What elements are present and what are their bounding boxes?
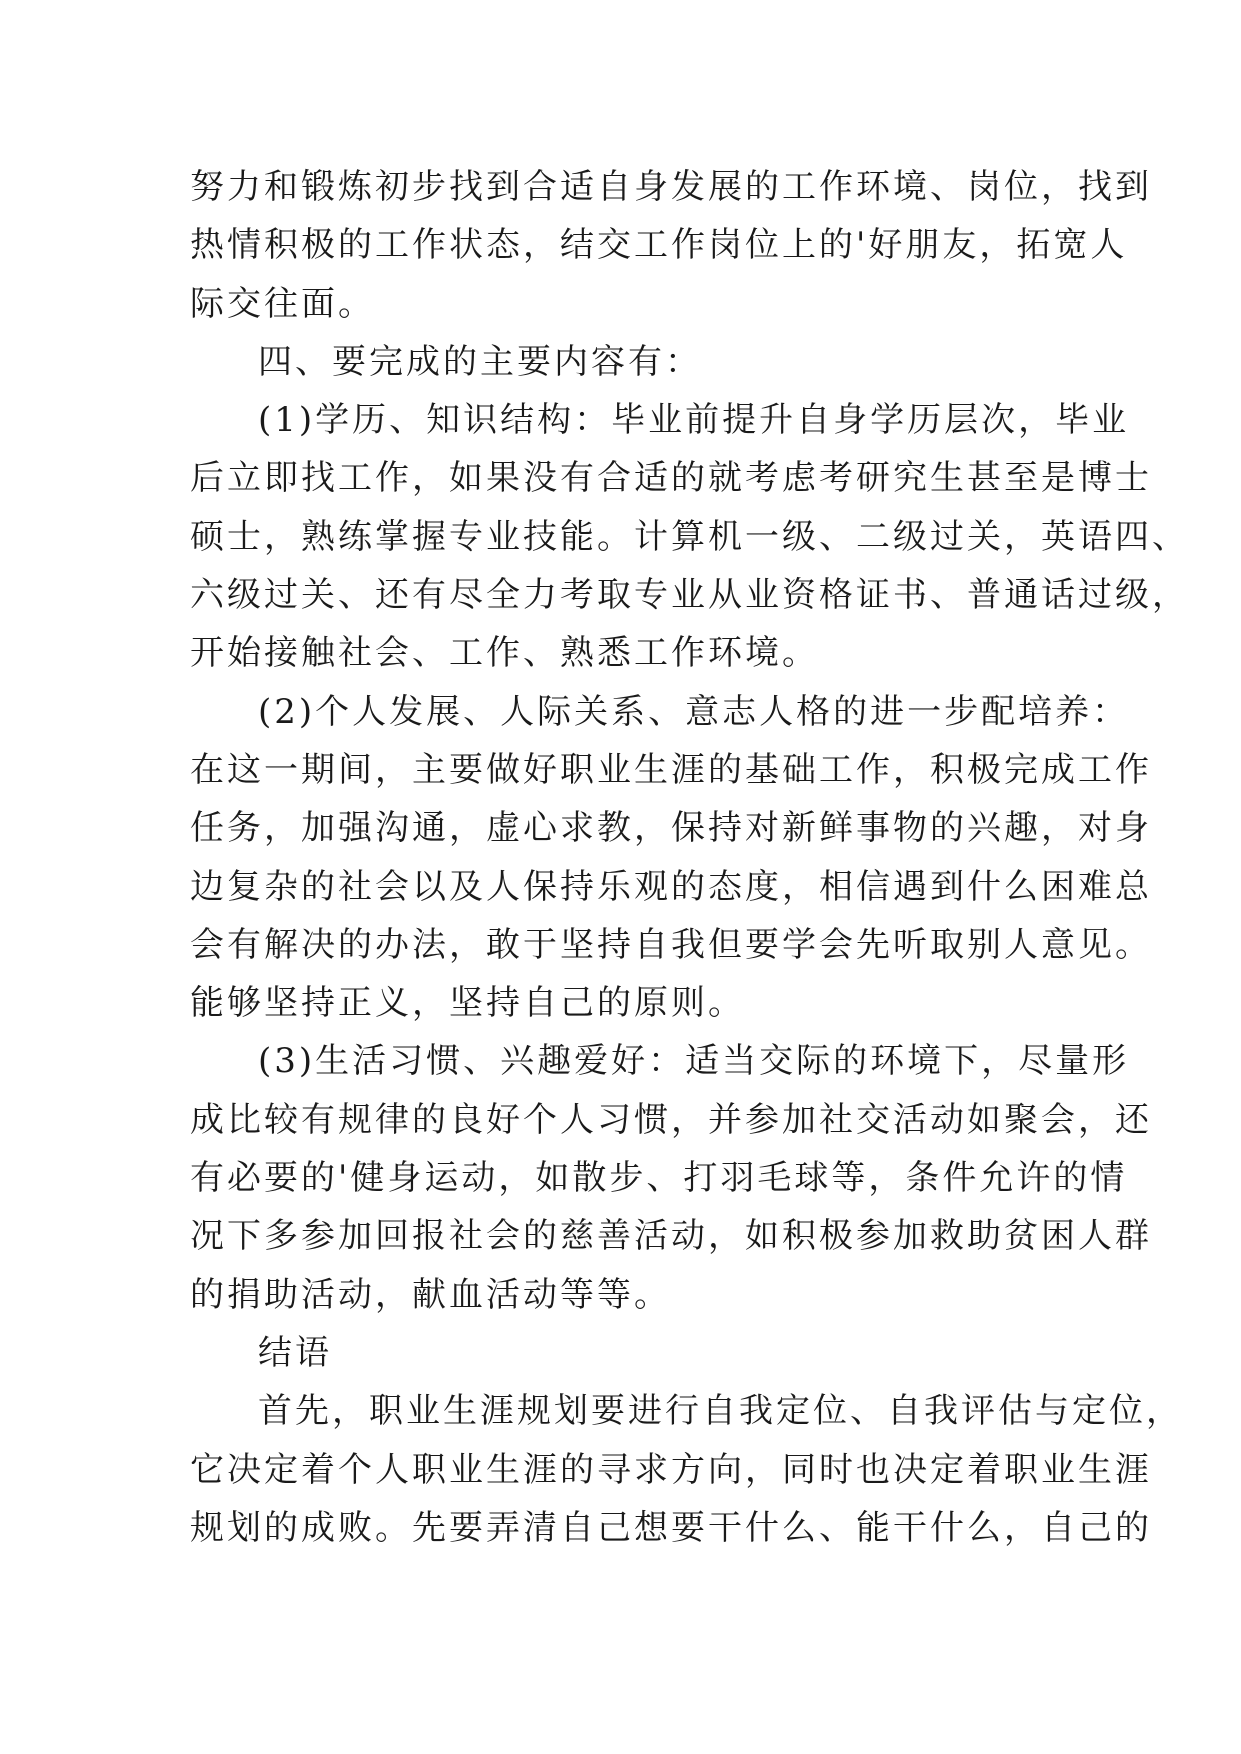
document-body — [190, 158, 1189, 1557]
text-line: 在这一期间，主要做好职业生涯的基础工作，积极完成工作 — [190, 749, 1152, 790]
text-line: 规划的成败。先要弄清自己想要干什么、能干什么，自己的 — [190, 1507, 1152, 1548]
text-line: (3)生活习惯、兴趣爱好：适当交际的环境下，尽量形 — [258, 1041, 1130, 1082]
text-line: 成比较有规律的良好个人习惯，并参加社交活动如聚会，还 — [190, 1099, 1152, 1140]
text-line: 热情积极的工作状态，结交工作岗位上的'好朋友，拓宽人 — [190, 225, 1128, 266]
text-line: 况下多参加回报社会的慈善活动，如积极参加救助贫困人群 — [190, 1216, 1152, 1257]
text-line: 努力和锻炼初步找到合适自身发展的工作环境、岗位，找到 — [190, 167, 1152, 207]
text-line: 边复杂的社会以及人保持乐观的态度，相信遇到什么困难总 — [190, 866, 1152, 907]
section-heading: 结语 — [258, 1332, 332, 1373]
text-line: 的捐助活动，献血活动等等。 — [190, 1274, 671, 1315]
text-line: 六级过关、还有尽全力考取专业从业资格证书、普通话过级， — [190, 575, 1189, 616]
text-line: (2)个人发展、人际关系、意志人格的进一步配培养： — [258, 691, 1130, 732]
text-line: 它决定着个人职业生涯的寻求方向，同时也决定着职业生涯 — [190, 1449, 1152, 1490]
text-line: 后立即找工作，如果没有合适的就考虑考研究生甚至是博士 — [190, 458, 1152, 499]
text-line: 能够坚持正义，坚持自己的原则。 — [190, 983, 745, 1024]
text-line: 有必要的'健身运动，如散步、打羽毛球等，条件允许的情 — [190, 1158, 1128, 1199]
text-line: 任务，加强沟通，虚心求教，保持对新鲜事物的兴趣，对身 — [190, 808, 1152, 849]
text-line: 开始接触社会、工作、熟悉工作环境。 — [190, 633, 819, 674]
text-line: 首先，职业生涯规划要进行自我定位、自我评估与定位， — [258, 1391, 1183, 1432]
text-line: 硕士，熟练掌握专业技能。计算机一级、二级过关，英语四、 — [190, 516, 1189, 557]
text-line: 际交往面。 — [190, 283, 375, 324]
text-line: (1)学历、知识结构：毕业前提升自身学历层次，毕业 — [258, 400, 1130, 441]
section-heading: 四、要完成的主要内容有： — [258, 341, 702, 382]
text-line: 会有解决的办法，敢于坚持自我但要学会先听取别人意见。 — [190, 924, 1152, 965]
